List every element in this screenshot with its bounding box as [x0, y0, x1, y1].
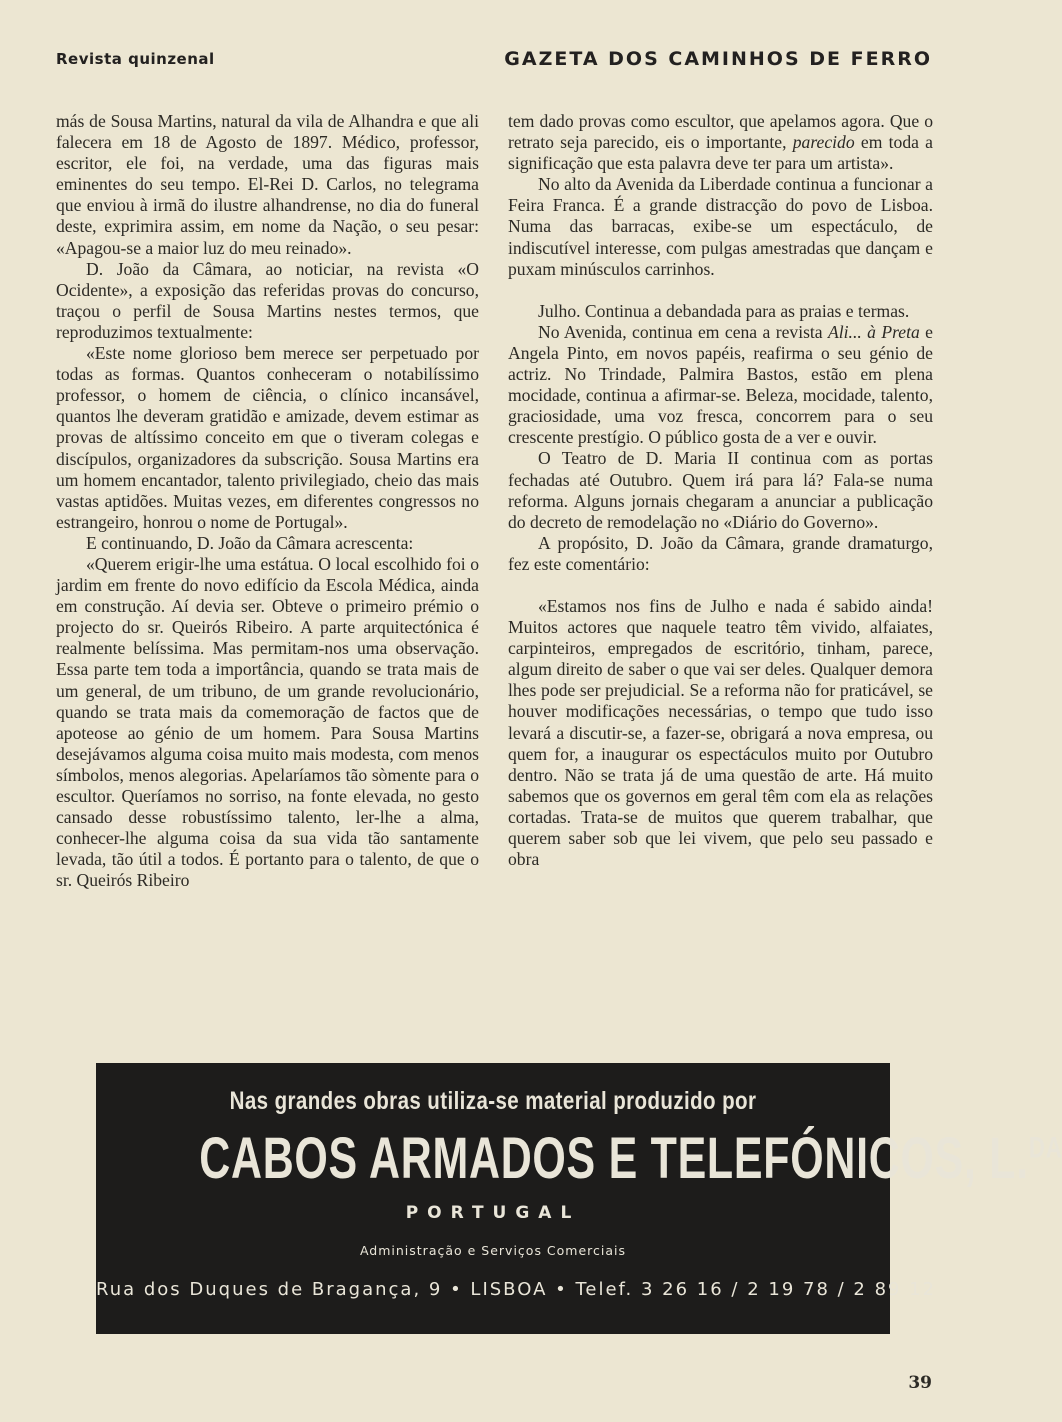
- quote-paragraph: «Este nome glorioso bem merece ser perpetuado por todas as formas. Quantos conheceram o notabilíssimo professor, o homem de ciência, o clínico incansável, quantos lhe deveram gratidão e amizade, devem estimar as provas de altíssimo conceito em que o tiveram colegas e discípulos, organizadores da subscrição. Sousa Martins era um homem encantador, talento privilegiado, cheio das mais vastas aptidões. Muitas vezes, em diferentes congressos no estrangeiro, honrou o nome de Portugal».: [56, 343, 479, 532]
- company-name-text: CABOS ARMADOS E TELEFÓNICOS, L.: [199, 1126, 1029, 1191]
- paragraph: [508, 322, 933, 449]
- text-run: No Avenida, continua em cena a revista: [538, 321, 829, 342]
- paragraph: A propósito, D. João da Câmara, grande dramaturgo, fez este comentário:: [508, 532, 933, 574]
- paragraph: D. João da Câmara, ao noticiar, na revista «O Ocidente», a exposição das referidas provas do concurso, traçou o perfil de Sousa Martins nestes termos, que reproduzimos textualmente:: [56, 258, 479, 342]
- paragraph: más de Sousa Martins, natural da vila de Alhandra e que ali falecera em 18 de Agosto de 1897. Médico, professor, escritor, ele foi, na verdade, uma das figuras mais eminentes do seu tempo. El-Rei D. Carlos, no telegrama que enviou à irmã do ilustre alhandrense, no dia do funeral deste, exprimira assim, em nome da Nação, o seu pesar: «Apagou-se a maior luz do meu reinado».: [56, 111, 479, 258]
- paragraph-gap: [508, 280, 933, 301]
- paragraph: O Teatro de D. Maria II continua com as portas fechadas até Outubro. Quem irá para lá? Fala-se numa reforma. Alguns jornais chegaram a anunciar a publicação do decreto de remodelação no «Diário do Governo».: [508, 448, 933, 532]
- paragraph-gap: [508, 575, 933, 596]
- journal-title: GAZETA DOS CAMINHOS DE FERRO: [504, 48, 932, 70]
- ad-country: PORTUGAL: [405, 1203, 581, 1223]
- right-column: [508, 111, 933, 870]
- paragraph: Julho. Continua a debandada para as praias e termas.: [538, 300, 910, 321]
- ad-admin-text: Administração e Serviços Comerciais: [359, 1243, 627, 1258]
- page-number: 39: [908, 1373, 932, 1393]
- company-suffix: DA: [1028, 1131, 1062, 1165]
- paragraph: [508, 111, 933, 174]
- quote-paragraph: «Querem erigir-lhe uma estátua. O local escolhido foi o jardim em frente do novo edifício da Escola Médica, ainda em construção. Aí devia ser. Obteve o primeiro prémio o projecto do sr. Queirós Ribeiro. A parte arquitectónica é realmente belíssima. Mas permitam-nos uma observação. Essa parte tem toda a importância, quando se trata mais de um general, de um tribuno, de um grande revolucionário, quando se trata mais da comemoração de factos que de apoteose ao génio de um homem. Para Sousa Martins desejávamos alguma coisa muito mais modesta, com menos símbolos, menos alegorias. Apelaríamos tão sòmente para o escultor. Queríamos no sorriso, na fonte elevada, no gesto cansado desse robustíssimo talento, ler-lhe a alma, conhecer-lhe alguma coisa da sua vida tão santamente levada, tão útil a todos. É portanto para o talento, de que o sr. Queirós Ribeiro: [56, 553, 479, 891]
- paragraph: No alto da Avenida da Liberdade continua a funcionar a Feira Franca. É a grande distracção do povo de Lisboa. Numa das barracas, exibe-se um espectáculo, de indiscutível interesse, com pulgas amestradas que dançam e puxam minúsculos carrinhos.: [508, 174, 933, 279]
- left-column: [56, 111, 479, 891]
- quote-paragraph: «Estamos nos fins de Julho e nada é sabido ainda! Muitos actores que naquele teatro têm vivido, alfaiates, carpinteiros, empregados de escritório, tinham, parece, algum direito de saber o que vai ser deles. Qualquer demora lhes pode ser prejudicial. Se a reforma não for praticável, se houver modificações necessárias, o tempo que tudo isso levará a discutir-se, a fazer-se, obrigará a nova empresa, ou quem for, a inaugurar os espectáculos muito por Outubro dentro. Não se trata já de uma questão de arte. Há muito sabemos que os governos em geral têm com ela as relações cortadas. Trata-se de muitos que querem trabalhar, que querem saber sob que lei vivem, que pelo seu passado e obra: [508, 595, 933, 870]
- ad-company-name: [199, 1125, 1062, 1192]
- text-run: em toda a significação que esta palavra deve ter para um artista».: [508, 132, 933, 174]
- italic-text: parecido: [792, 132, 855, 153]
- text-run: tem dado provas como escultor, que apelamos agora. Que o retrato seja parecido, eis o importante,: [508, 111, 933, 153]
- paragraph: E continuando, D. João da Câmara acrescenta:: [86, 532, 414, 553]
- section-title: Revista quinzenal: [56, 50, 215, 68]
- ad-address: Rua dos Duques de Bragança, 9 • LISBOA • Telef. 3 26 16 / 2 19 78 / 2 89 12: [96, 1279, 937, 1300]
- text-run: e Angela Pinto, em novos papéis, reafirma o seu génio de actriz. No Trindade, Palmira Bastos, estão em plena mocidade, continua a afirmar-se. Beleza, mocidade, talento, graciosidade, uma voz fresca, concorrem para o seu crescente prestígio. O público gosta de a ver e ouvir.: [508, 321, 933, 448]
- advertisement: [96, 1063, 1062, 1334]
- italic-text: Ali... à Preta: [828, 321, 920, 342]
- ad-tagline: Nas grandes obras utiliza-se material produzido por: [229, 1087, 757, 1115]
